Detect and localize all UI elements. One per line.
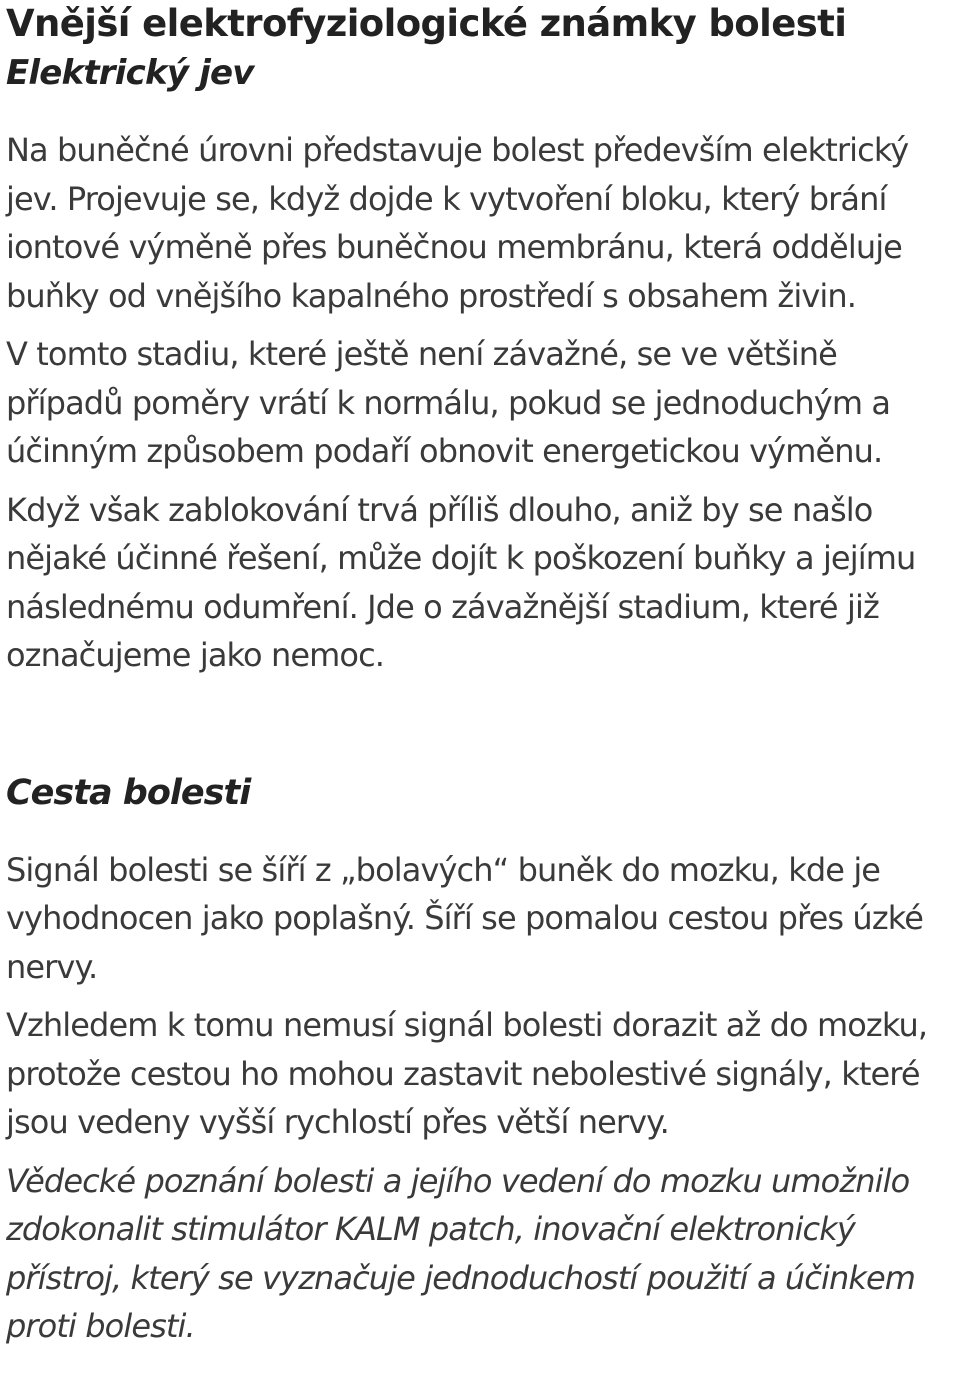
paragraph-pain-signal: Signál bolesti se šíří z „bolavých“ buněk do mozku, kde je vyhodnocen jako poplašný. Šíří se pomalou cestou přes úzké nervy. bbox=[6, 850, 923, 986]
paragraph-kalm-patch: Vědecké poznání bolesti a jejího vedení do mozku umožnilo zdokonalit stimulátor KALM patch, inovační elektronický přístroj, který se vyznačuje jednoduchostí použití a účinkem proti bolesti. bbox=[6, 1161, 916, 1345]
page-title: Vnější elektrofyziologické známky bolesti bbox=[6, 2, 847, 45]
section-heading-pain-path: Cesta bolesti bbox=[6, 772, 251, 813]
document-page bbox=[6, 0, 956, 1351]
paragraph-cellular-level: Na buněčné úrovni představuje bolest především elektrický jev. Projevuje se, když dojde k vytvoření bloku, který brání iontové výměně přes buněčnou membránu, která odděluje buňky od vnějšího kapalného prostředí s obsahem živin. bbox=[6, 131, 909, 315]
paragraph-signal-stopped: Vzhledem k tomu nemusí signál bolesti dorazit až do mozku, protože cestou ho mohou zastavit nebolestivé signály, které jsou vedeny vyšší rychlostí přes větší nervy. bbox=[6, 1006, 928, 1141]
paragraph-blockage-too-long: Když však zablokování trvá příliš dlouho, aniž by se našlo nějaké účinné řešení, může dojít k poškození buňky a jejímu následnému odumření. Jde o závažnější stadium, které již označujeme jako nemoc. bbox=[6, 490, 916, 674]
page-subtitle: Elektrický jev bbox=[6, 53, 254, 93]
paragraph-stage-not-serious: V tomto stadiu, které ještě není závažné, se ve většině případů poměry vrátí k normálu, pokud se jednoduchým a účinným způsobem podaří obnovit energetickou výměnu. bbox=[6, 335, 891, 470]
